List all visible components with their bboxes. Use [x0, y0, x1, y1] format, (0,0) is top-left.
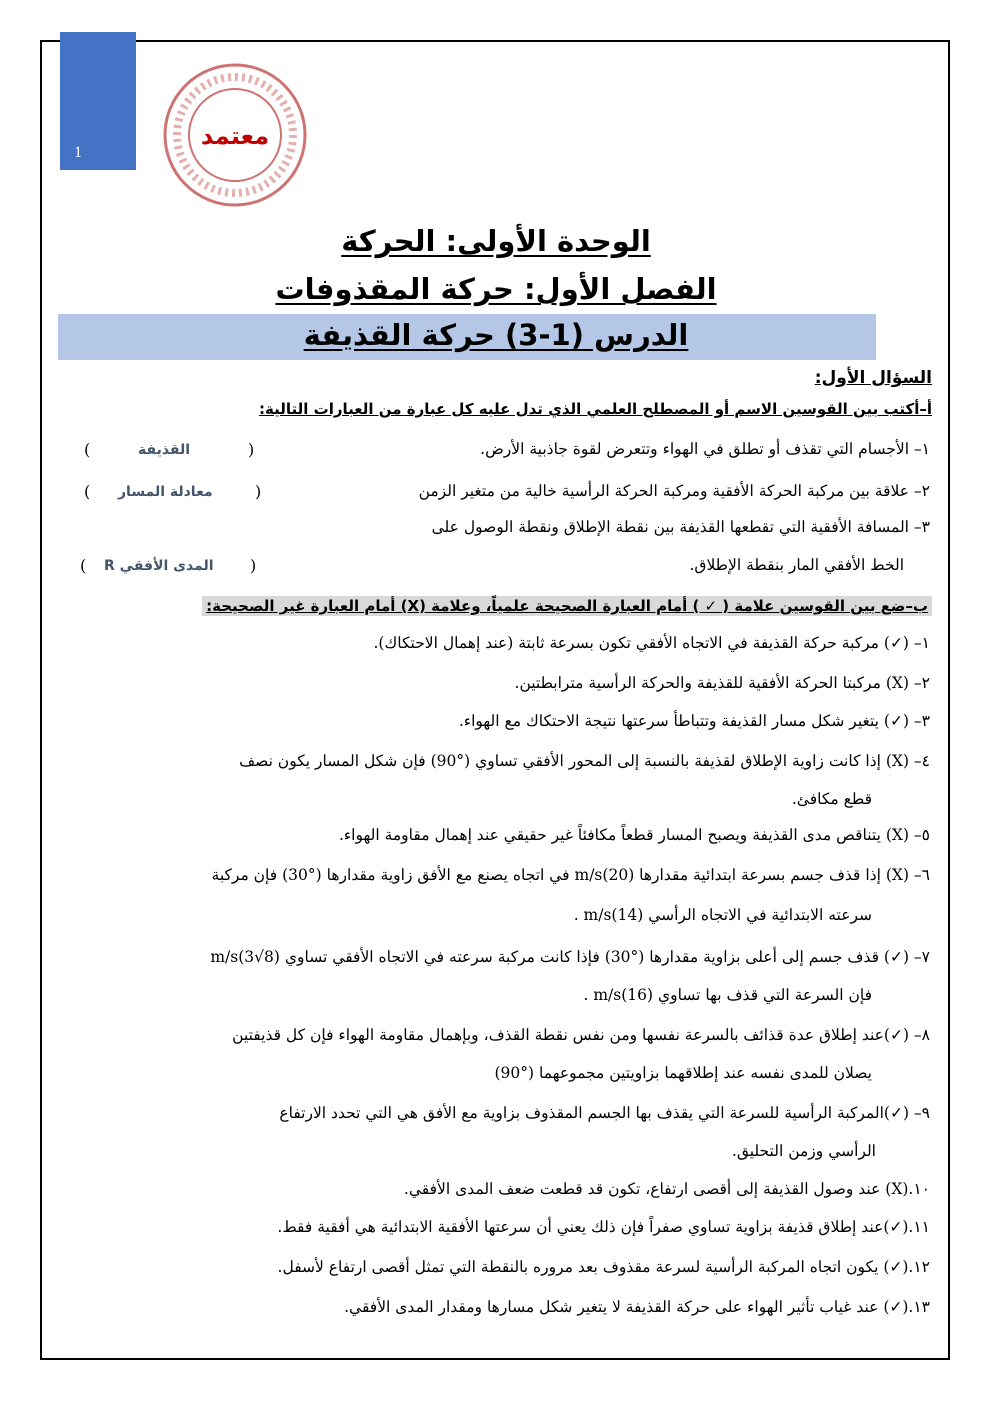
answer-3: المدى الأفقي R: [104, 558, 214, 574]
part-b-item-5: ٥– (X) يتناقص مدى القذيفة ويصبح المسار قطعاً مكافئاً غير حقيقي عند إهمال مقاومة الهواء.: [338, 826, 930, 844]
answer-1: القذيفة: [138, 442, 191, 458]
unit-title: الوحدة الأولى: الحركة: [341, 224, 651, 258]
lesson-title: الدرس (1-3) حركة القذيفة: [303, 318, 689, 352]
part-b-item-9-cont: الرأسي وزمن التحليق.: [731, 1142, 876, 1160]
stamp-text: معتمد: [200, 122, 270, 150]
part-b-item-13: ١٣.(✓) عند غياب تأثير الهواء على حركة القذيفة لا يتغير شكل مسارها ومقدار المدى الأفقي.: [344, 1298, 930, 1316]
part-b-item-4-cont: قطع مكافئ.: [791, 790, 872, 808]
page-number-tab: [60, 32, 136, 170]
open-paren: (: [255, 482, 262, 501]
open-paren: (: [250, 556, 257, 575]
part-b-item-7: ٧– (✓) قذف جسم إلى أعلى بزاوية مقدارها (°30) فإذا كانت مركبة سرعته في الاتجاه الأفقي تساوي (8√3)m/s: [210, 948, 930, 966]
part-b-item-6: ٦– (X) إذا قذف جسم بسرعة ابتدائية مقدارها (20)m/s في اتجاه يصنع مع الأفق زاوية مقدارها (°30) فإن مركبة: [211, 866, 930, 884]
part-a-instruction: أ–أكتب بين القوسين الاسم أو المصطلح العلمي الذي تدل عليه كل عبارة من العبارات التالية:: [259, 400, 932, 418]
part-a-item-3: ٣– المسافة الأفقية التي تقطعها القذيفة بين نقطة الإطلاق ونقطة الوصول على: [431, 518, 930, 536]
page-number: 1: [74, 144, 82, 161]
part-a-item-1: ١– الأجسام التي تقذف أو تطلق في الهواء وتتعرض لقوة جاذبية الأرض.: [480, 440, 930, 458]
answer-2: معادلة المسار: [118, 484, 213, 500]
close-paren: ): [80, 556, 87, 575]
part-a-item-3-cont: الخط الأفقي المار بنقطة الإطلاق.: [689, 556, 904, 574]
part-b-item-10: ١٠.(X) عند وصول القذيفة إلى أقصى ارتفاع، تكون قد قطعت ضعف المدى الأفقي.: [403, 1180, 930, 1198]
question-heading: السؤال الأول:: [814, 368, 932, 388]
part-a-item-2: ٢– علاقة بين مركبة الحركة الأفقية ومركبة الحركة الرأسية خالية من متغير الزمن: [418, 482, 930, 500]
chapter-title: الفصل الأول: حركة المقذوفات: [275, 272, 717, 306]
open-paren: (: [248, 440, 255, 459]
part-b-item-1: ١– (✓) مركبة حركة القذيفة في الاتجاه الأفقي تكون بسرعة ثابتة (عند إهمال الاحتكاك).: [373, 634, 930, 652]
part-b-item-4: ٤– (X) إذا كانت زاوية الإطلاق لقذيفة بالنسبة إلى المحور الأفقي تساوي (°90) فإن شكل المسار يكون نصف: [239, 752, 930, 770]
part-b-item-9: ٩– (✓)المركبة الرأسية للسرعة التي يقذف بها الجسم المقذوف بزاوية مع الأفق هي التي تحدد الارتفاع: [279, 1104, 930, 1122]
part-b-item-6-cont: سرعته الابتدائية في الاتجاه الرأسي (14)m/s .: [573, 906, 872, 924]
part-b-item-11: ١١.(✓)عند إطلاق قذيفة بزاوية تساوي صفراً فإن ذلك يعني أن سرعتها الأفقية الابتدائية هي أفقية فقط.: [277, 1218, 930, 1236]
part-b-item-2: ٢– (X) مركبتا الحركة الأفقية للقذيفة والحركة الرأسية مترابطتين.: [514, 674, 930, 692]
part-b-item-3: ٣– (✓) يتغير شكل مسار القذيفة وتتباطأ سرعتها نتيجة الاحتكاك مع الهواء.: [458, 712, 930, 730]
part-b-item-8: ٨– (✓)عند إطلاق عدة قذائف بالسرعة نفسها ومن نفس نقطة القذف، وبإهمال مقاومة الهواء فإن كل قذيفتين: [232, 1026, 930, 1044]
close-paren: ): [84, 482, 91, 501]
approval-stamp-icon: [160, 60, 310, 210]
part-b-instruction: ب–ضع بين القوسين علامة ( ✓ ) أمام العبارة الصحيحة علمياً، وعلامة (X) أمام العبارة غير الصحيحة:: [202, 596, 932, 616]
part-b-item-8-cont: يصلان للمدى نفسه عند إطلاقهما بزاويتين مجموعهما (°90): [494, 1064, 872, 1082]
part-b-item-12: ١٢.(✓) يكون اتجاه المركبة الرأسية لسرعة مقذوف بعد مروره بالنقطة التي تمثل أقصى ارتفاع لأسفل.: [277, 1258, 930, 1276]
close-paren: ): [84, 440, 91, 459]
part-b-item-7-cont: فإن السرعة التي قذف بها تساوي (16)m/s .: [583, 986, 872, 1004]
